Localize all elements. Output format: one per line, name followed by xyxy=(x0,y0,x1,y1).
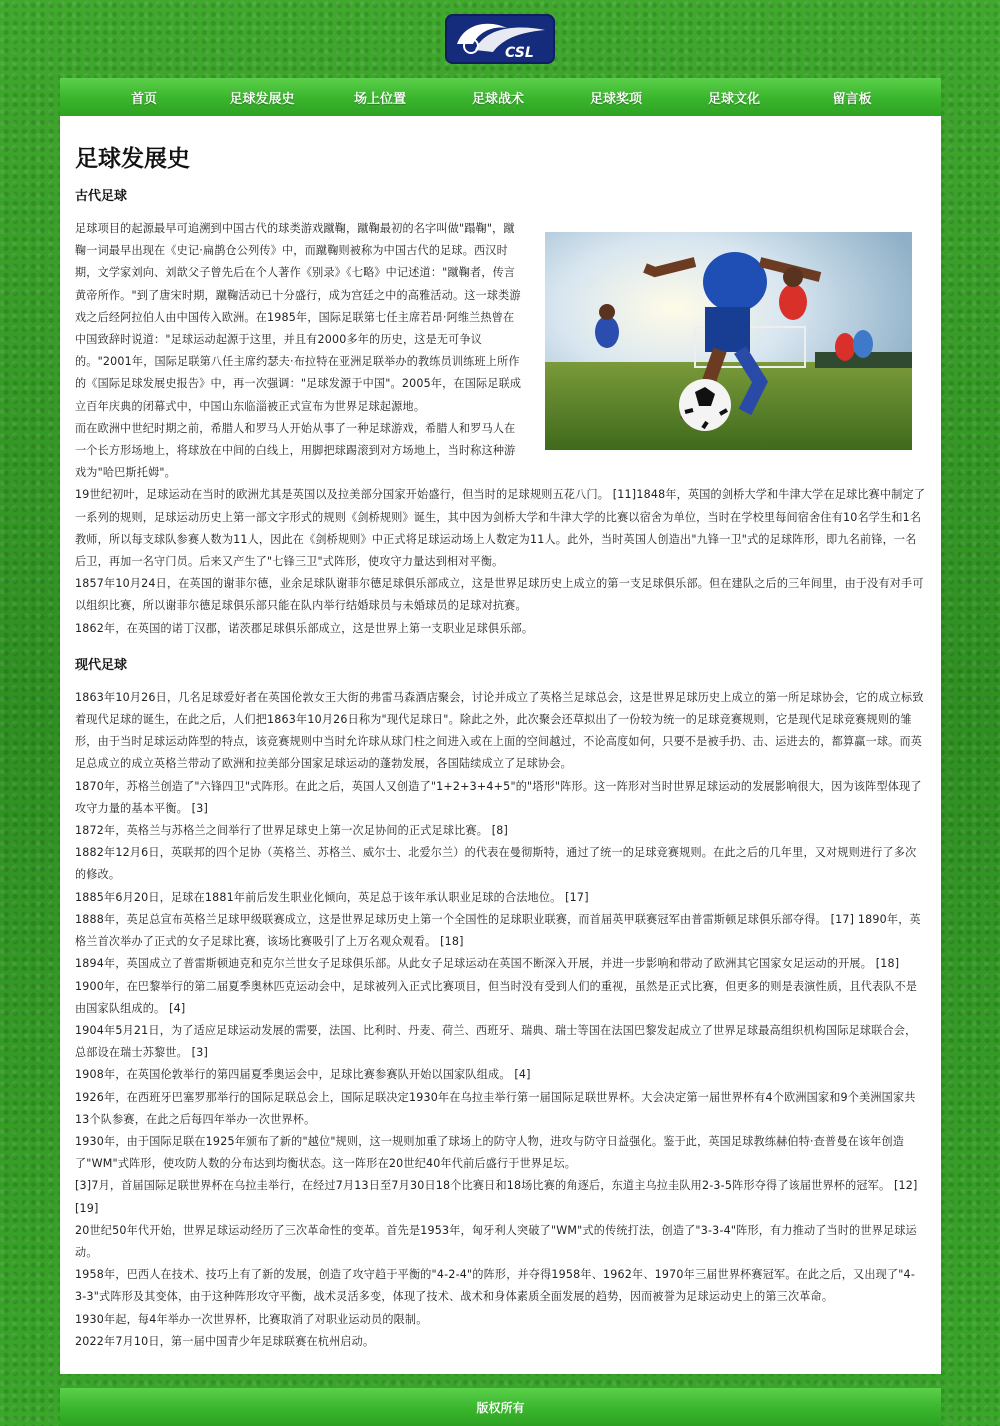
paragraph: 1930年起，每4年举办一次世界杯，比赛取消了对职业运动员的限制。 xyxy=(75,1312,428,1326)
main-nav xyxy=(60,78,941,116)
section-ancient xyxy=(75,185,926,640)
paragraph: 19世纪初叶，足球运动在当时的欧洲尤其是英国以及拉美部分国家开始盛行，但当时的足球规则五花八门。 [11]1848年，英国的剑桥大学和牛津大学在足球比赛中制定了一系列的规则，足球运动历史上第一部文字形式的规则《剑桥规则》诞生，其中因为剑桥大学和牛津大学的比赛以宿舍为单位，当时在学校里每间宿舍住有10名学生和1名教师，所以每支球队参赛人数为11人，因此在《剑桥规则》中正式将足球运动场上人数定为11人。此外，当时英国人创造出"九锋一卫"式的足球阵形，即九名前锋，一名后卫，再加一名守门员。后来又产生了"七锋三卫"式阵形，使攻守力量达到相对平衡。 xyxy=(75,488,926,569)
nav-history[interactable]: 足球发展史 xyxy=(229,91,295,107)
paragraph: 1926年，在西班牙巴塞罗那举行的国际足联总会上，国际足联决定1930年在乌拉圭举行第一届国际足联世界杯。大会决定第一届世界杯有4个欧洲国家和9个美洲国家共13个队参赛，在此之后每四年举办一次世界杯。 xyxy=(75,1090,916,1126)
paragraph: 20世纪50年代开始，世界足球运动经历了三次革命性的变革。首先是1953年，匈牙利人突破了"WM"式的传统打法，创造了"3-3-4"阵形，有力推动了当时的世界足球运动。 xyxy=(75,1223,917,1259)
nav-tactics[interactable]: 足球战术 xyxy=(471,91,524,107)
paragraph: 1908年，在英国伦敦举行的第四届夏季奥运会中，足球比赛参赛队开始以国家队组成。 [4] xyxy=(75,1068,531,1082)
paragraph: 1882年12月6日，英联邦的四个足协（英格兰、苏格兰、威尔士、北爱尔兰）的代表在曼彻斯特，通过了统一的足球竞赛规则。在此之后的几年里，又对规则进行了多次的修改。 xyxy=(75,846,917,882)
paragraph: 1863年10月26日，几名足球爱好者在英国伦敦女王大街的弗雷马森酒店聚会，讨论并成立了英格兰足球总会，这是世界足球历史上成立的第一所足球协会，它的成立标致着现代足球的诞生，在此之后，人们把1863年10月26日称为"现代足球日"。除此之外，此次聚会还草拟出了一份较为统一的足球竞赛规则，它是现代足球竞赛规则的雏形，由于当时足球运动阵型的特点，该竞赛规则中当时允许球从球门柱之间进入或在上面的空间越过，不论高度如何，只要不是被手扔、击、运进去的，都算赢一球。而英足总成立的成立英格兰带动了欧洲和拉美部分国家足球运动的蓬勃发展，各国陆续成立了足球协会。 xyxy=(75,690,924,771)
section-heading: 古代足球 xyxy=(75,189,128,204)
page-title: 足球发展史 xyxy=(75,146,190,172)
paragraph: [3]7月，首届国际足联世界杯在乌拉圭举行，在经过7月13日至7月30日18个比赛日和18场比赛的角逐后，东道主乌拉圭队用2-3-5阵形夺得了该届世界杯的冠军。 [12] [19] xyxy=(75,1179,918,1215)
nav-guestbook[interactable]: 留言板 xyxy=(832,91,872,107)
paragraph: 1870年，苏格兰创造了"六锋四卫"式阵形。在此之后，英国人又创造了"1+2+3+4+5"的"塔形"阵形。这一阵形对当时世界足球运动的发展影响很大，因为该阵型体现了攻守力量的基本平衡。 [3] xyxy=(75,779,922,815)
paragraph: 1900年，在巴黎举行的第二届夏季奥林匹克运动会中，足球被列入正式比赛项目，但当时没有受到人们的重视，虽然是正式比赛，但更多的则是表演性质，且代表队不是由国家队组成的。 [4] xyxy=(75,979,918,1015)
nav-positions[interactable]: 场上位置 xyxy=(353,91,406,107)
paragraph: 1894年，英国成立了普雷斯顿迪克和克尔兰世女子足球俱乐部。从此女子足球运动在英国不断深入开展，并进一步影响和带动了欧洲其它国家女足运动的开展。 [18] xyxy=(75,957,900,971)
nav-awards[interactable]: 足球奖项 xyxy=(589,91,642,107)
csl-logo-mark xyxy=(445,14,555,64)
nav-home[interactable]: 首页 xyxy=(130,91,157,107)
kids-playing-football-image xyxy=(545,232,912,450)
paragraph: 1930年，由于国际足联在1925年颁布了新的"越位"规则，这一规则加重了球场上的防守人物，进攻与防守日益强化。鉴于此，英国足球教练赫伯特·查普曼在该年创造了"WM"式阵形，使攻防人数的分布达到均衡状态。这一阵形在20世纪40年代前后盛行于世界足坛。 xyxy=(75,1134,905,1171)
paragraph: 1885年6月20日，足球在1881年前后发生职业化倾向，英足总于该年承认职业足球的合法地位。 [17] xyxy=(75,890,589,904)
football-photo xyxy=(545,232,912,450)
paragraph: 2022年7月10日，第一届中国青少年足球联赛在杭州启动。 xyxy=(75,1334,375,1348)
section-heading: 现代足球 xyxy=(75,657,128,673)
paragraph: 1888年，英足总宣布英格兰足球甲级联赛成立，这是世界足球历史上第一个全国性的足球职业联赛，而首届英甲联赛冠军由普雷斯顿足球俱乐部夺得。 [17] 1890年，英格兰首次举办了正式的女子足球比赛，该场比赛吸引了上万名观众观看。 [18] xyxy=(75,912,921,949)
section-modern xyxy=(75,654,926,1353)
main-content xyxy=(60,116,941,1374)
paragraph: 1857年10月24日，在英国的谢菲尔德，业余足球队谢菲尔德足球俱乐部成立，这是世界足球历史上成立的第一支足球俱乐部。但在建队之后的三年间里，由于没有对手可以组织比赛，所以谢菲尔德足球俱乐部只能在队内举行结婚球员与未婚球员的足球对抗赛。 xyxy=(75,577,924,613)
logo-text: CSL xyxy=(505,45,534,61)
csl-logo[interactable] xyxy=(445,14,555,64)
copyright-text: 版权所有 xyxy=(476,1400,525,1415)
paragraph: 1904年5月21日，为了适应足球运动发展的需要，法国、比利时、丹麦、荷兰、西班牙、瑞典、瑞士等国在法国巴黎发起成立了世界足球最高组织机构国际足球联合会，总部设在瑞士苏黎世。 [3] xyxy=(75,1023,917,1060)
paragraph: 1872年，英格兰与苏格兰之间举行了世界足球史上第一次足协间的正式足球比赛。 [8] xyxy=(75,824,509,838)
paragraph: 1958年，巴西人在技术、技巧上有了新的发展，创造了攻守趋于平衡的"4-2-4"的阵形，并夺得1958年、1962年、1970年三届世界杯赛冠军。在此之后，又出现了"4-3-3"式阵形及其变体，由于这种阵形攻守平衡，战术灵活多变，体现了技术、战术和身体素质全面发展的趋势，因而被誉为足球运动史上的第三次革命。 xyxy=(75,1268,916,1304)
paragraph: 1862年，在英国的诺丁汉郡，诺茨郡足球俱乐部成立，这是世界上第一支职业足球俱乐部。 xyxy=(75,621,534,635)
paragraph: 而在欧洲中世纪时期之前，希腊人和罗马人开始从事了一种足球游戏，希腊人和罗马人在一个长方形场地上，将球放在中间的白线上，用脚把球踢滚到对方场地上，当时称这种游戏为"哈巴斯托姆"。 xyxy=(75,421,516,480)
footer xyxy=(60,1388,941,1426)
nav-culture[interactable]: 足球文化 xyxy=(707,91,760,107)
paragraph: 足球项目的起源最早可追溯到中国古代的球类游戏蹴鞠，蹴鞠最初的名字叫做"蹋鞠"，蹴鞠一词最早出现在《史记·扁鹊仓公列传》中，而蹴鞠则被称为中国古代的足球。西汉时期，文学家刘向、刘歆父子曾先后在个人著作《别录》《七略》中记述道："蹴鞠者，传言黄帝所作。"到了唐宋时期，蹴鞠活动已十分盛行，成为宫廷之中的高雅活动。这一球类游戏之后经阿拉伯人由中国传入欧洲。在1985年，国际足联第七任主席若昂·阿维兰热曾在中国致辞时说道："足球运动起源于这里，并且有2000多年的历史，这是无可争议的。"2001年，国际足联第八任主席约瑟夫·布拉特在亚洲足联举办的教练员训练班上所作的《国际足球发展史报告》中，再一次强调："足球发源于中国"。2005年，在国际足联成立百年庆典的闭幕式中，中国山东临淄被正式宣布为世界足球起源地。 xyxy=(75,222,522,413)
